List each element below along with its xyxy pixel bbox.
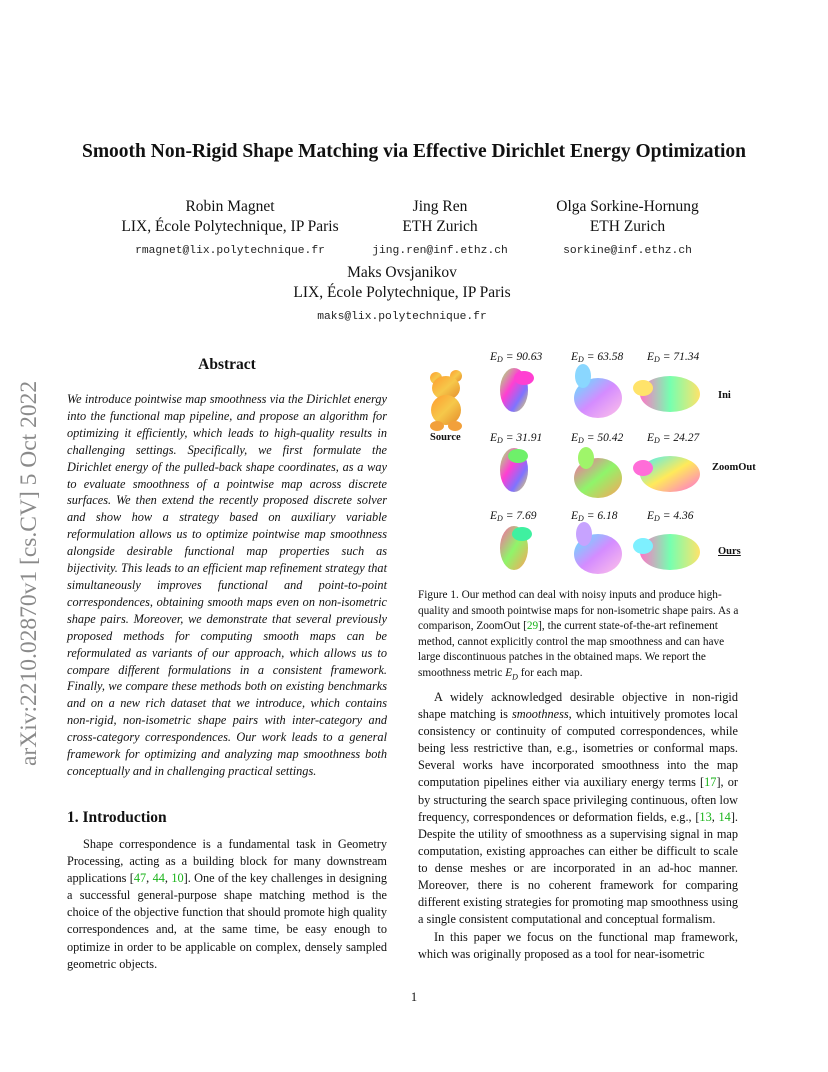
- row-label-zoomout: ZoomOut: [712, 462, 756, 473]
- citation-link[interactable]: 29: [526, 620, 539, 633]
- energy-label: $E_D = 4.36$: [647, 510, 694, 523]
- shape-ini-1: [500, 368, 534, 412]
- figure-1: [418, 348, 758, 578]
- row-label-ours: Ours: [718, 546, 741, 557]
- arxiv-stamp-text: arXiv:2210.02870v1 [cs.CV] 5 Oct 2022: [16, 380, 40, 766]
- citation-link[interactable]: 47: [133, 871, 147, 886]
- shape-ours-3: [633, 534, 700, 570]
- citation-link[interactable]: 10: [171, 871, 184, 886]
- abstract-text: We introduce pointwise map smoothness via the Dirichlet energy into the functional map pipeline, and propose an algorithm for optimizing it efficiently, which leads to high-quality results in challenging settings. Specifically, we first formulate the Dirichlet energy of the pulled-back shape coordinates, as a way to evaluate smoothness of a pointwise map across discrete surfaces. We then extend the recently proposed discrete solver and show how a strategy based on auxiliary variable reformulation allows us to optimize pointwise map smoothness alongside desirable functional map properties such as bijectivity. This leads to an efficient map refinement strategy that simultaneously improves functional and point-to-point correspondences, obtaining smooth maps even on non-isometric shape pairs. Moreover, we demonstrate that several previously proposed methods for computing smooth maps can be reformulated as variants of our approach, which allows us to compare different formulations in a consistent framework. Finally, we compare these methods both on existing benchmarks and on a new rich dataset that we introduce, which contains non-rigid, non-isometric shape pairs with inter-category and cross-category correspondences. Our work leads to a general framework for optimizing and analyzing map smoothness both conceptually and in challenging practical settings.: [67, 392, 387, 778]
- author-affiliation: ETH Zurich: [589, 218, 666, 235]
- body-paragraph: A widely acknowledged desirable objective in non-rigid shape matching is smoothness, which intuitively promotes local consistency or continuity of computed correspondences, while being less restrictive than, e.g., isometries or conformal maps. Several works have incorporated smoothness into the map computation pipelines either via auxiliary energy terms [17], or by structuring the search space privileging continuous, often low frequency, correspondences or deformation fields, e.g., [13, 14]. Despite the utility of smoothness as a supervising signal in map computation, existing approaches can either be difficult to scale to dense meshes or are incorporated in an ad-hoc manner. Moreover, there is no coherent framework for comparing different existing strategies for promoting map smoothness using a single consistent computational and conceptual formalism.: [418, 690, 738, 927]
- intro-column: [67, 836, 387, 973]
- author-name: Maks Ovsjanikov: [347, 264, 457, 281]
- author-name: Olga Sorkine-Hornung: [556, 198, 699, 215]
- author-block-4: [250, 263, 554, 327]
- source-label: Source: [430, 432, 461, 443]
- citation-link[interactable]: 17: [704, 775, 717, 790]
- author-name: Jing Ren: [412, 198, 468, 215]
- body-paragraph: In this paper we focus on the functional map framework, which was originally proposed as a tool for near-isometric: [418, 930, 738, 962]
- author-email[interactable]: rmagnet@lix.polytechnique.fr: [135, 245, 325, 257]
- shape-renders: [418, 348, 758, 578]
- energy-label: $E_D = 7.69$: [490, 510, 537, 523]
- energy-label: $E_D = 6.18$: [571, 510, 618, 523]
- page-number: 1: [410, 990, 418, 1004]
- energy-label: $E_D = 71.34$: [647, 351, 700, 364]
- author-name: Robin Magnet: [185, 198, 275, 215]
- right-column: [418, 689, 738, 964]
- shape-zoomout-3: [633, 456, 700, 492]
- shape-ours-2: [574, 522, 622, 574]
- paper-title: Smooth Non-Rigid Shape Matching via Effective Dirichlet Energy Optimization: [81, 141, 747, 162]
- shape-ini-3: [633, 376, 700, 412]
- energy-label: $E_D = 63.58$: [571, 351, 624, 364]
- author-block-2: [345, 197, 535, 261]
- shape-ini-2: [574, 364, 622, 418]
- shape-zoomout-2: [574, 447, 622, 498]
- author-email[interactable]: maks@lix.polytechnique.fr: [317, 311, 487, 323]
- intro-paragraph: Shape correspondence is a fundamental task in Geometry Processing, acting as a building block for many downstream applications [47, 44, 10]. One of the key challenges in designing a successful general-purpose shape matching method is the choice of the objective function that should promote high quality correspondences and, at the same time, be easy enough to optimize in order to be applicable on complex, densely sampled geometric objects.: [67, 837, 387, 971]
- arxiv-stamp: [10, 300, 40, 770]
- source-bear-shape: [430, 370, 462, 431]
- author-affiliation: LIX, École Polytechnique, IP Paris: [293, 284, 511, 301]
- citation-link[interactable]: 14: [718, 809, 731, 824]
- author-block-1: [95, 197, 365, 261]
- intro-heading: 1. Introduction: [67, 809, 167, 826]
- shape-zoomout-1: [500, 448, 528, 492]
- energy-label: $E_D = 50.42$: [571, 432, 624, 445]
- author-affiliation: LIX, École Polytechnique, IP Paris: [121, 218, 339, 235]
- citation-link[interactable]: 13: [699, 809, 712, 824]
- row-label-ini: Ini: [718, 390, 731, 401]
- author-email[interactable]: sorkine@inf.ethz.ch: [563, 245, 692, 257]
- author-block-3: [525, 197, 730, 261]
- author-affiliation: ETH Zurich: [402, 218, 478, 235]
- citation-link[interactable]: 44: [152, 871, 165, 886]
- energy-label: $E_D = 90.63$: [490, 351, 543, 364]
- figure-caption: Figure 1. Our method can deal with noisy inputs and produce high-quality and smooth pointwise maps for non-isometric shape pairs. As a comparison, ZoomOut [29], the current state-of-the-art refinement method, cannot explicitly control the map smoothness and can have large discontinuous patches in the obtained maps. We report the smoothness metric $E_D$ for each map.: [418, 589, 739, 682]
- energy-label: $E_D = 31.91$: [490, 432, 543, 445]
- abstract-heading: Abstract: [198, 356, 256, 373]
- energy-label: $E_D = 24.27$: [647, 432, 700, 445]
- author-email[interactable]: jing.ren@inf.ethz.ch: [372, 245, 508, 257]
- shape-ours-1: [500, 526, 532, 570]
